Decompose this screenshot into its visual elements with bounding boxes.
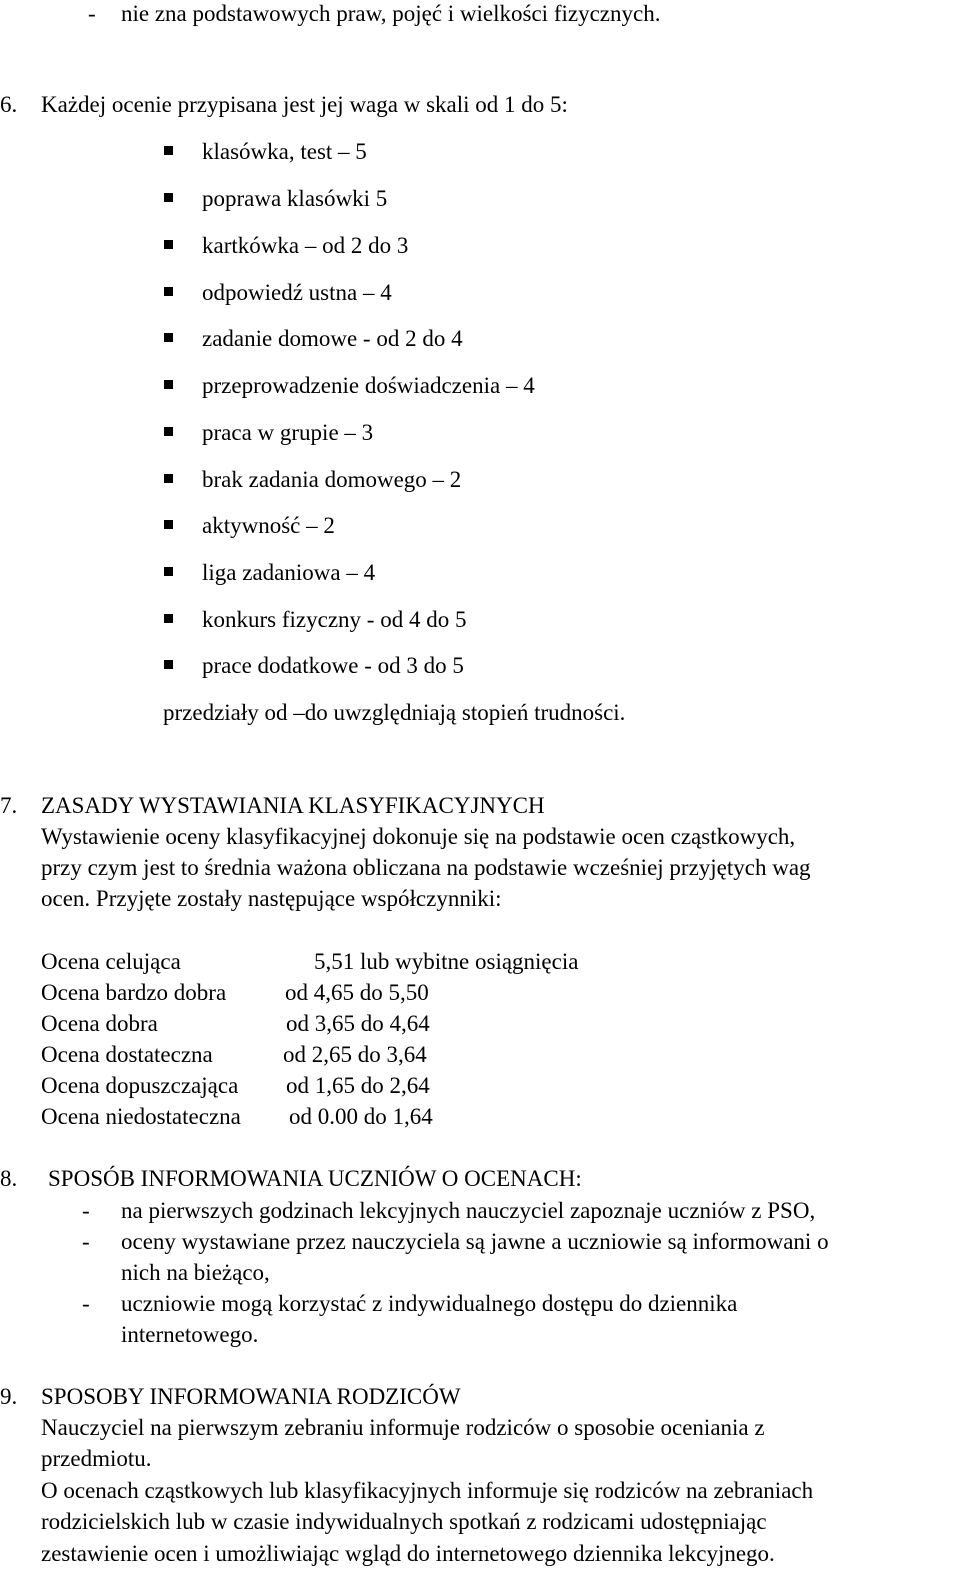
paragraph-line: zestawienie ocen i umożliwiając wgląd do internetowego dziennika lekcyjnego. — [41, 1541, 775, 1566]
section-number: 8. — [0, 1166, 18, 1191]
square-bullet-icon — [164, 146, 173, 155]
weight-item-text: aktywność – 2 — [202, 513, 335, 538]
list-dash: - — [82, 1291, 90, 1316]
square-bullet-icon — [164, 474, 173, 483]
square-bullet-icon — [164, 660, 173, 669]
list-item-text: uczniowie mogą korzystać z indywidualnego dostępu do dziennika — [121, 1291, 738, 1316]
paragraph-line: ocen. Przyjęte zostały następujące współczynniki: — [41, 886, 502, 911]
list-dash: - — [82, 1198, 90, 1223]
weight-item-text: praca w grupie – 3 — [202, 420, 374, 445]
section-number: 9. — [0, 1384, 18, 1409]
weights-note: przedziały od –do uwzględniają stopień trudności. — [163, 700, 626, 725]
grade-name: Ocena dostateczna — [41, 1042, 213, 1067]
square-bullet-icon — [164, 333, 173, 342]
paragraph-line: Nauczyciel na pierwszym zebraniu informuje rodziców o sposobie oceniania z — [41, 1415, 765, 1440]
list-item-text: nich na bieżąco, — [121, 1260, 270, 1285]
grade-range: od 3,65 do 4,64 — [286, 1011, 430, 1036]
paragraph-line: Wystawienie oceny klasyfikacyjnej dokonuje się na podstawie ocen cząstkowych, — [41, 824, 796, 849]
grade-range: od 0.00 do 1,64 — [289, 1104, 433, 1129]
list-item-text: internetowego. — [121, 1322, 259, 1347]
grade-range: od 1,65 do 2,64 — [286, 1073, 430, 1098]
grade-name: Ocena dopuszczająca — [41, 1073, 239, 1098]
square-bullet-icon — [164, 287, 173, 296]
weight-item-text: liga zadaniowa – 4 — [202, 560, 376, 585]
grade-range: od 2,65 do 3,64 — [283, 1042, 427, 1067]
square-bullet-icon — [164, 614, 173, 623]
weight-item-text: kartkówka – od 2 do 3 — [202, 233, 409, 258]
weight-item-text: klasówka, test – 5 — [202, 139, 367, 164]
paragraph-line: O ocenach cząstkowych lub klasyfikacyjnych informuje się rodziców na zebraniach — [41, 1478, 814, 1503]
section-title: SPOSÓB INFORMOWANIA UCZNIÓW O OCENACH: — [48, 1166, 582, 1191]
weight-item-text: odpowiedź ustna – 4 — [202, 280, 392, 305]
list-item-text: nie zna podstawowych praw, pojęć i wielkości fizycznych. — [121, 1, 661, 26]
section-number: 7. — [0, 793, 18, 818]
grade-name: Ocena niedostateczna — [41, 1104, 241, 1129]
weight-item-text: poprawa klasówki 5 — [202, 186, 388, 211]
section-title: SPOSOBY INFORMOWANIA RODZICÓW — [41, 1384, 461, 1409]
square-bullet-icon — [164, 427, 173, 436]
list-item-text: na pierwszych godzinach lekcyjnych nauczyciel zapoznaje uczniów z PSO, — [121, 1198, 816, 1223]
grade-name: Ocena celująca — [41, 949, 181, 974]
weight-item-text: brak zadania domowego – 2 — [202, 467, 462, 492]
weight-item-text: konkurs fizyczny - od 4 do 5 — [202, 607, 467, 632]
square-bullet-icon — [164, 240, 173, 249]
square-bullet-icon — [164, 520, 173, 529]
weight-item-text: przeprowadzenie doświadczenia – 4 — [202, 373, 535, 398]
section-number: 6. — [0, 92, 18, 117]
square-bullet-icon — [164, 380, 173, 389]
list-dash: - — [82, 1229, 90, 1254]
list-dash: - — [88, 1, 96, 26]
section-title: Każdej ocenie przypisana jest jej waga w skali od 1 do 5: — [41, 92, 568, 117]
grade-range: od 4,65 do 5,50 — [285, 980, 429, 1005]
square-bullet-icon — [164, 193, 173, 202]
paragraph-line: przedmiotu. — [41, 1446, 152, 1471]
weight-item-text: prace dodatkowe - od 3 do 5 — [202, 653, 464, 678]
square-bullet-icon — [164, 567, 173, 576]
grade-name: Ocena bardzo dobra — [41, 980, 227, 1005]
weight-item-text: zadanie domowe - od 2 do 4 — [202, 326, 463, 351]
paragraph-line: przy czym jest to średnia ważona obliczana na podstawie wcześniej przyjętych wag — [41, 855, 811, 880]
paragraph-line: rodzicielskich lub w czasie indywidualnych spotkań z rodzicami udostępniając — [41, 1509, 767, 1534]
grade-range: 5,51 lub wybitne osiągnięcia — [314, 949, 579, 974]
section-title: ZASADY WYSTAWIANIA KLASYFIKACYJNYCH — [41, 793, 545, 818]
grade-name: Ocena dobra — [41, 1011, 158, 1036]
list-item-text: oceny wystawiane przez nauczyciela są jawne a uczniowie są informowani o — [121, 1229, 829, 1254]
